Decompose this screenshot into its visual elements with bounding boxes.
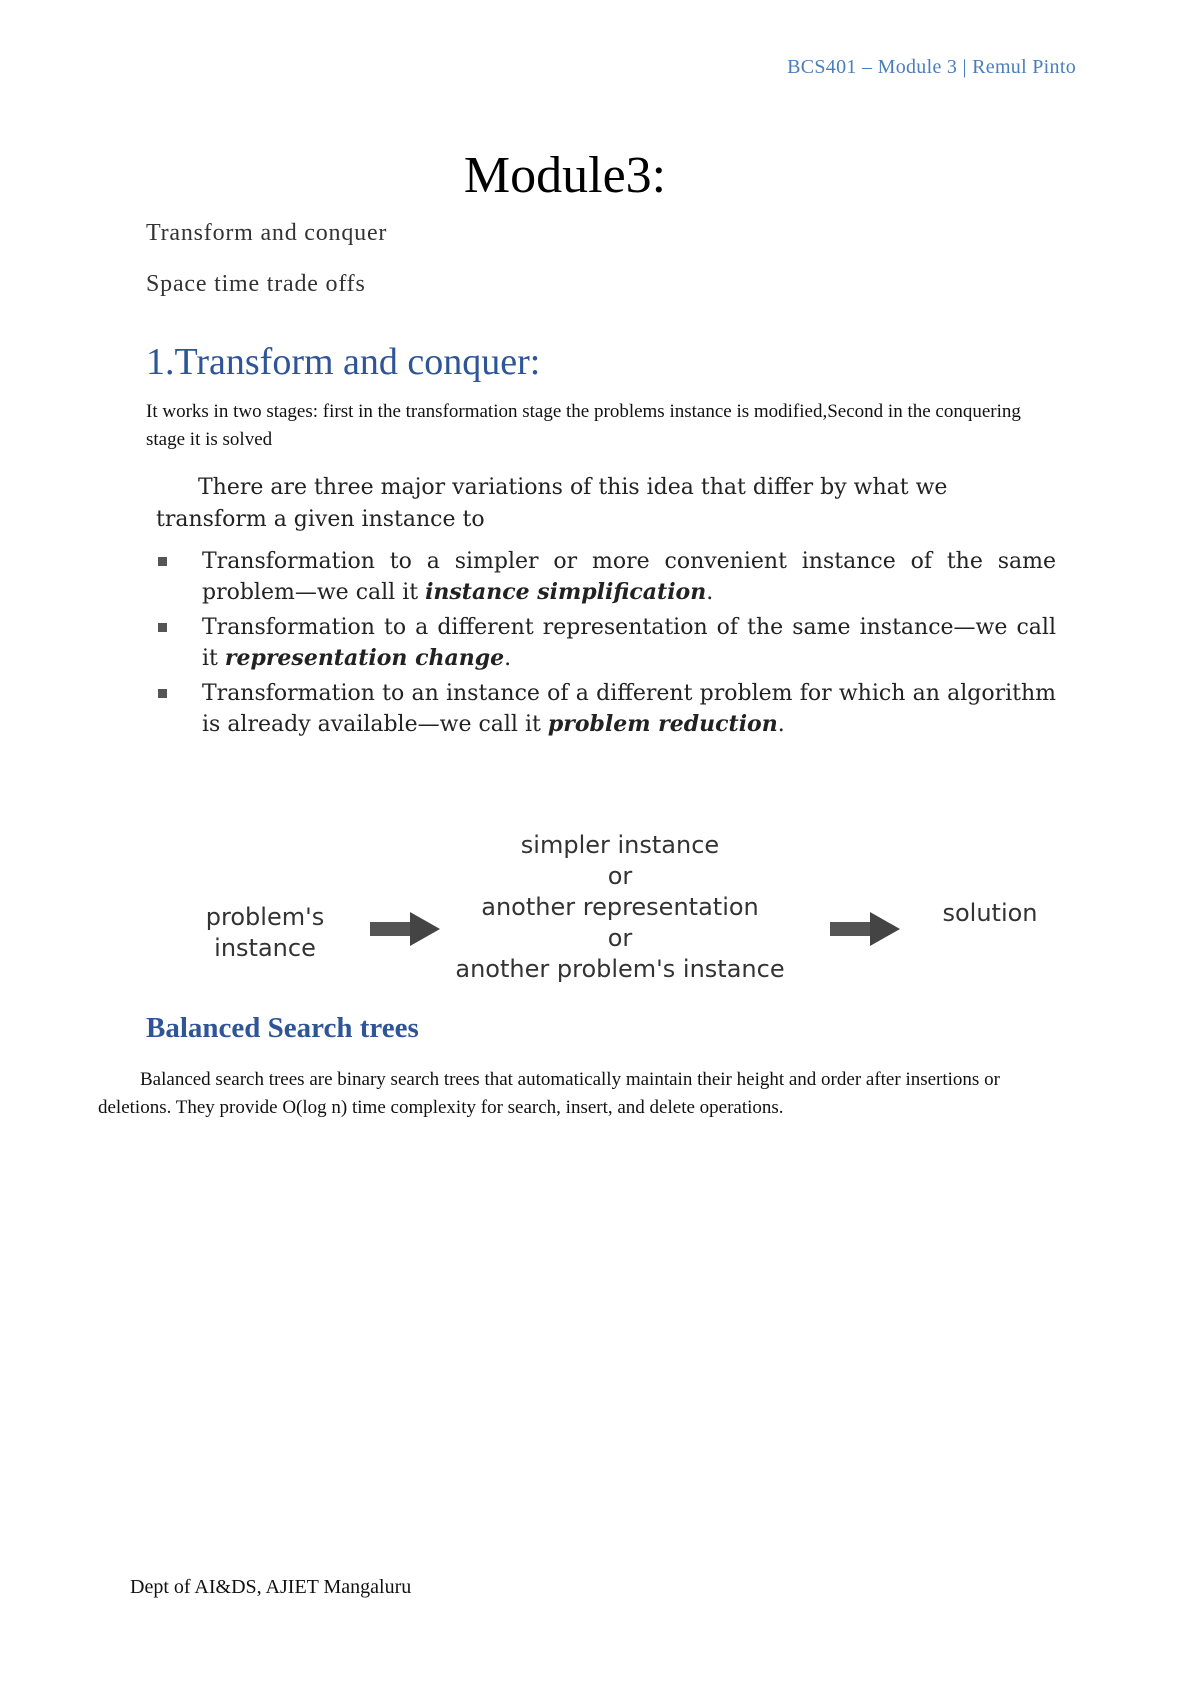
topic-line: Space time trade offs <box>146 271 366 297</box>
excerpt-lead <box>156 472 1056 536</box>
transform-and-conquer-diagram <box>150 820 1050 1000</box>
section-intro: It works in two stages: first in the transformation stage the problems instance is modified,Second in the conquering stage it is solved <box>146 401 1021 450</box>
section-heading: 1.Transform and conquer: <box>146 341 541 383</box>
running-footer: Dept of AI&DS, AJIET Mangaluru <box>130 1576 412 1598</box>
textbook-excerpt <box>156 472 1056 744</box>
square-bullet-icon <box>158 623 167 632</box>
variation-list <box>156 546 1056 740</box>
page-title: Module3: <box>463 147 667 204</box>
list-item: Transformation to a different representation of the same instance—we call it representation change. <box>156 612 1056 674</box>
topic-line: Transform and conquer <box>146 220 388 246</box>
diagram-node-problem: problem's instance <box>205 903 325 962</box>
arrow-right-icon <box>830 912 900 946</box>
square-bullet-icon <box>158 557 167 566</box>
diagram-node-solution: solution <box>942 899 1038 927</box>
key-term: instance simplification <box>425 579 707 605</box>
body-paragraph: Balanced search trees are binary search trees that automatically maintain their height and order after insertions or deletions. They provide O(log n) time complexity for search, insert, and delete operations. <box>98 1069 1000 1118</box>
square-bullet-icon <box>158 689 167 698</box>
excerpt-lead-text: There are three major variations of this idea that differ by what we transform a given instance to <box>156 475 948 532</box>
subsection-heading: Balanced Search trees <box>146 1012 419 1044</box>
arrow-right-icon <box>370 912 440 946</box>
key-term: problem reduction <box>547 711 778 737</box>
running-header: BCS401 – Module 3 | Remul Pinto <box>787 56 1076 78</box>
diagram-node-transformed: simpler instance or another representation or another problem's instance <box>455 831 785 983</box>
list-item: Transformation to an instance of a different problem for which an algorithm is already available—we call it problem reduction. <box>156 678 1056 740</box>
key-term: representation change <box>224 645 505 671</box>
list-item: Transformation to a simpler or more convenient instance of the same problem—we call it instance simplification. <box>156 546 1056 608</box>
